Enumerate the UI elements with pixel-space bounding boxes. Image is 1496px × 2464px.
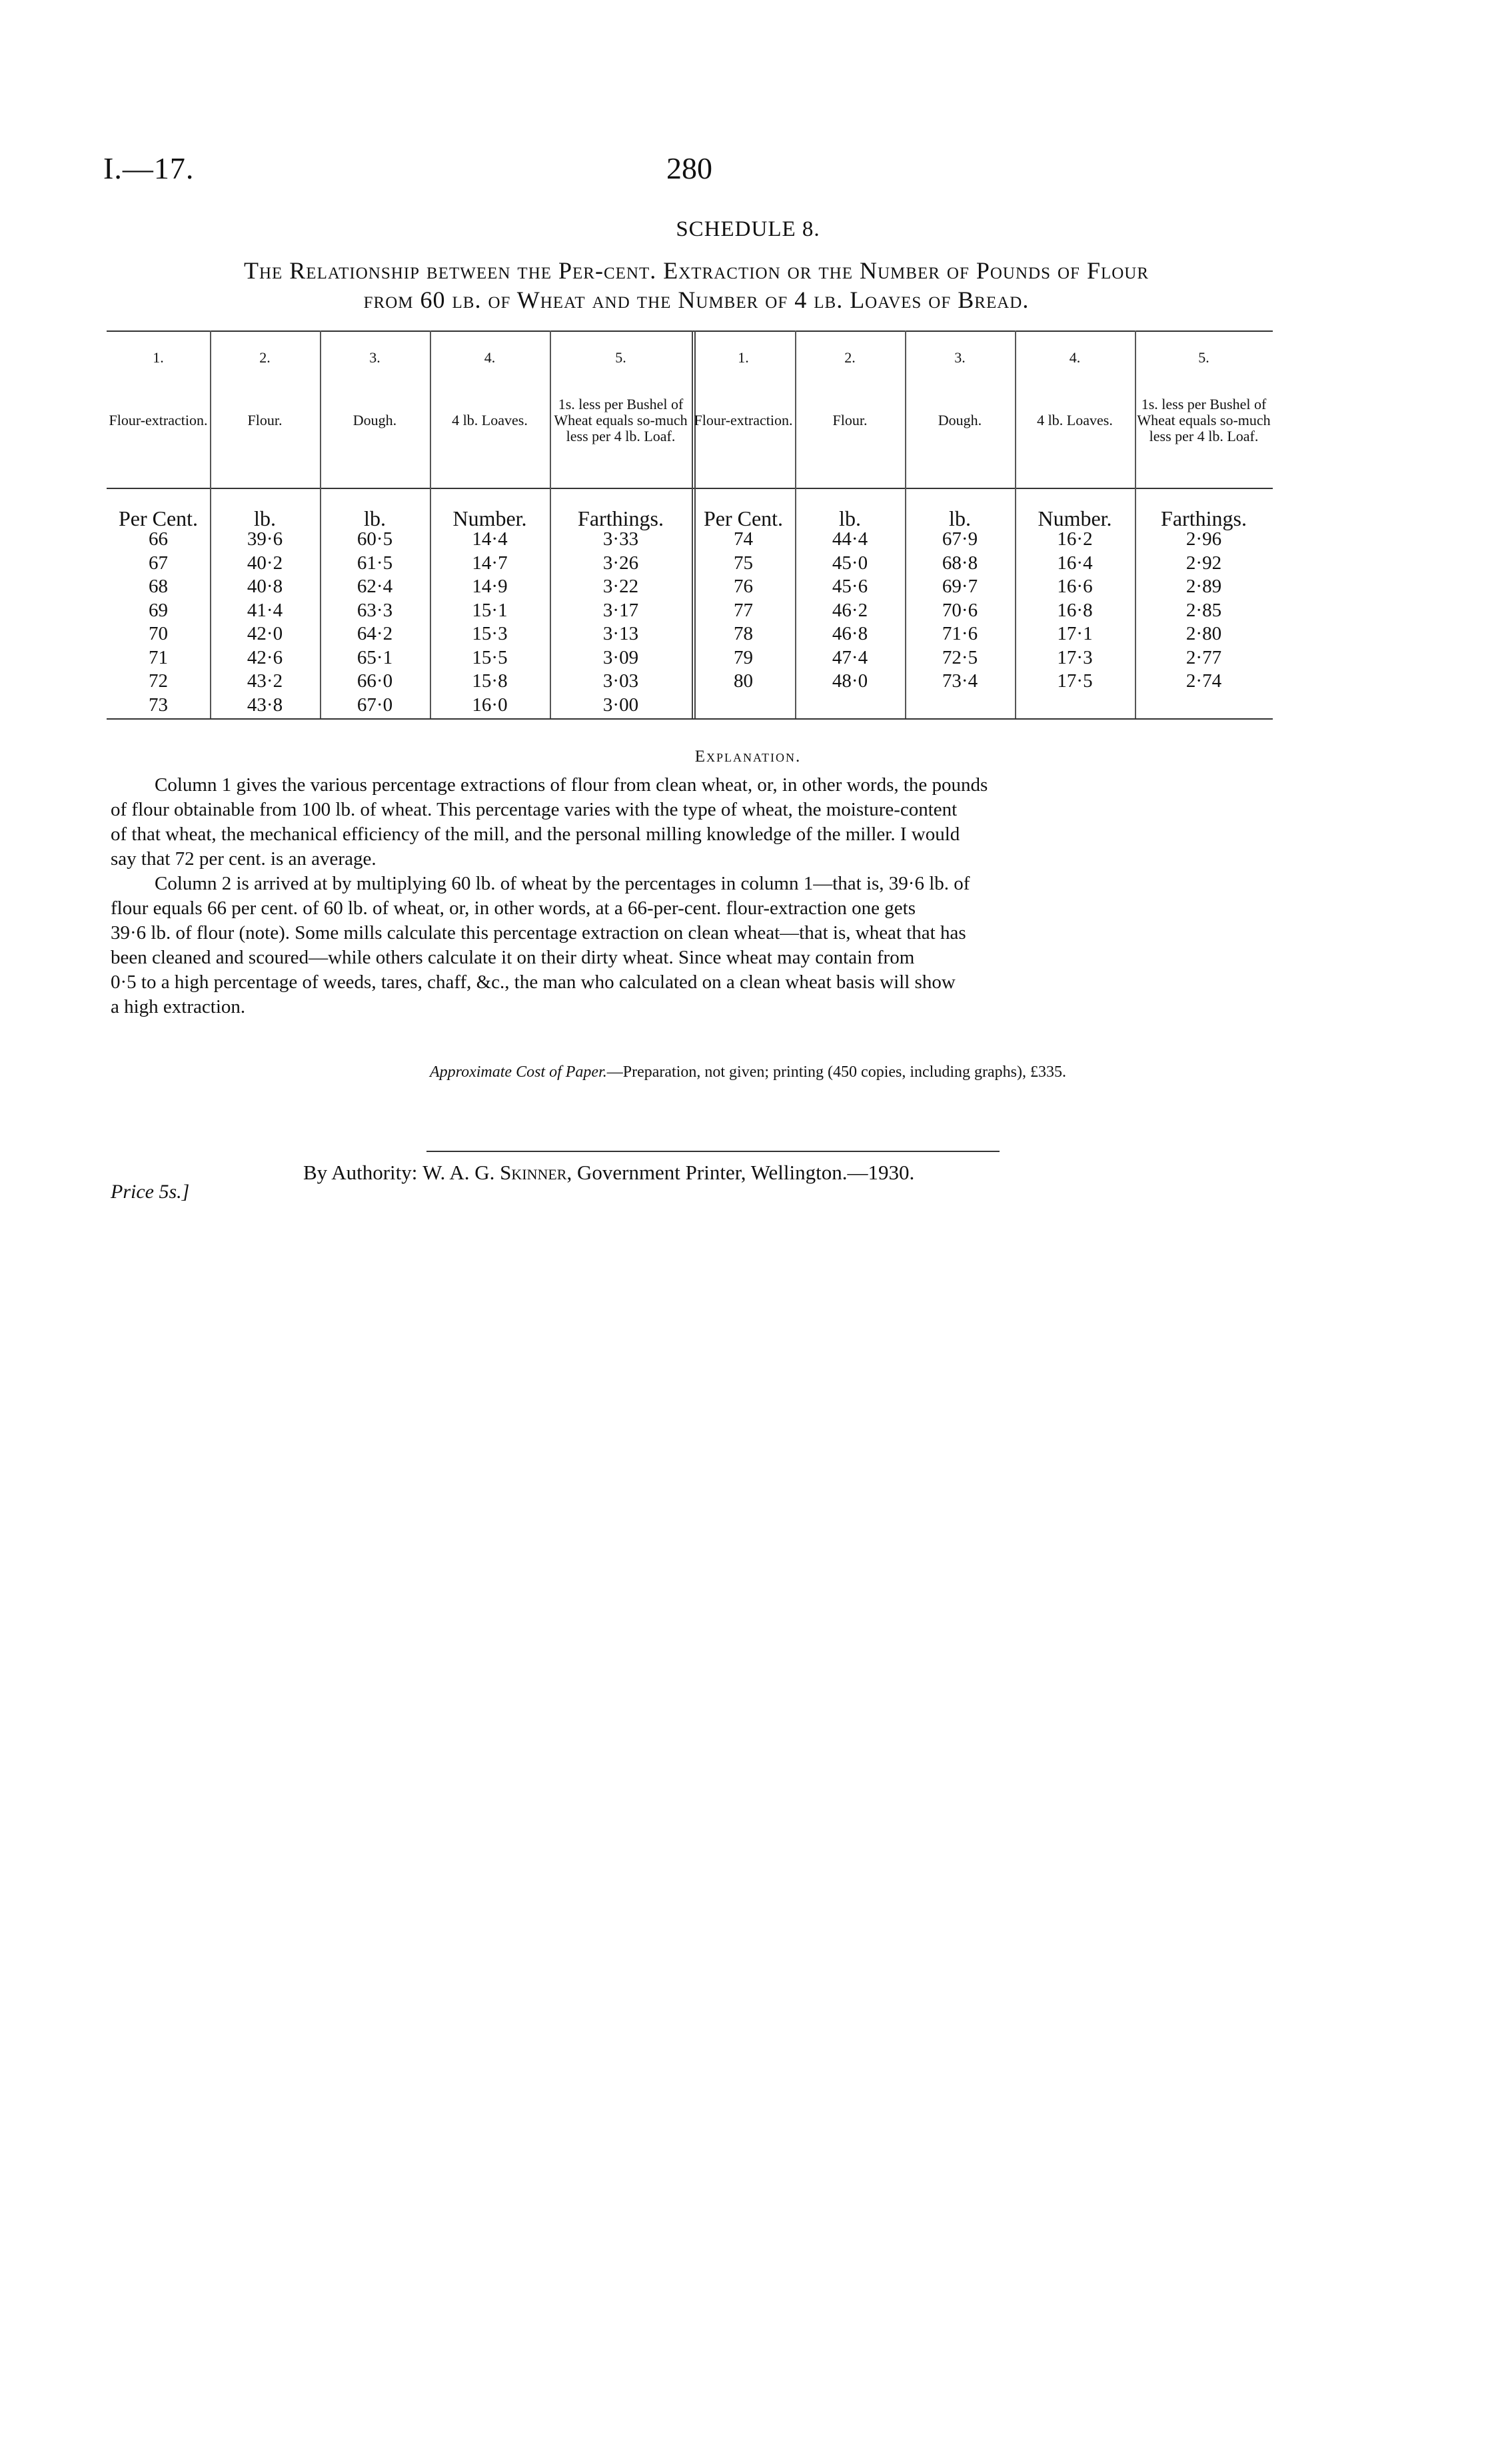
column-number: 1.: [153, 349, 164, 366]
table-cell: 2·89: [1185, 576, 1222, 597]
table-cell: 68: [149, 576, 168, 597]
table-cell: 46·2: [832, 599, 868, 621]
table-cell: 74: [734, 528, 753, 550]
table-cell: 40·2: [247, 552, 283, 574]
column-unit: lb.: [364, 506, 386, 530]
table-cell: 3·03: [602, 670, 639, 692]
table-cell: 80: [734, 670, 753, 692]
table-top-rule: [107, 330, 1273, 332]
column-unit: Per Cent.: [703, 506, 784, 530]
table-cell: 2·96: [1185, 528, 1222, 550]
table-cell: 72: [149, 670, 168, 692]
column-heading: 1s. less per Bushel of Wheat equals so-much less per 4 lb. Loaf.: [554, 396, 688, 444]
page-number: 280: [666, 151, 712, 185]
table-cell: 16·6: [1057, 576, 1093, 597]
column-heading: 4 lb. Loaves.: [1037, 412, 1113, 428]
paragraph-1-line: of flour obtainable from 100 lb. of wheat. This percentage varies with the type of wheat, the moisture-content: [111, 799, 958, 820]
table-cell: 2·74: [1185, 670, 1222, 692]
approximate-cost: [0, 1063, 1496, 1081]
paragraph-2-line: a high extraction.: [111, 996, 246, 1017]
table-cell: 61·5: [357, 552, 393, 574]
table-bottom-rule: [107, 718, 1273, 720]
table-cell: 67·0: [357, 694, 393, 716]
table-cell: 15·1: [472, 599, 508, 621]
table-cell: 45·0: [832, 552, 868, 574]
column-unit: lb.: [949, 506, 971, 530]
explanation-paragraph-2: [111, 872, 1273, 1019]
table-cell: 16·0: [472, 694, 508, 716]
table-cell: 3·22: [602, 576, 639, 597]
table-cell: 66·0: [357, 670, 393, 692]
table-cell: 3·09: [602, 646, 639, 668]
column-number: 2.: [844, 349, 856, 366]
paragraph-1-line: of that wheat, the mechanical efficiency of the mill, and the personal milling knowledge of the miller. I would: [111, 824, 960, 845]
table-cell: 62·4: [357, 576, 393, 597]
authority-prefix: By Authority:: [303, 1161, 418, 1184]
table-cell: 14·9: [472, 576, 508, 597]
table-cell: 17·5: [1057, 670, 1093, 692]
table-cell: 71·6: [942, 623, 978, 644]
table-cell: 69·7: [942, 576, 978, 597]
paragraph-2-line: 39·6 lb. of flour (note). Some mills calculate this percentage extraction on clean wheat—that is, wheat that has: [111, 922, 966, 943]
column-heading: 1s. less per Bushel of Wheat equals so-much less per 4 lb. Loaf.: [1137, 396, 1271, 444]
column-unit: lb.: [254, 506, 276, 530]
authority-suffix: , Government Printer, Wellington.—1930.: [566, 1161, 915, 1184]
column-number: 1.: [738, 349, 749, 366]
column-unit: Number.: [1038, 506, 1112, 530]
table-cell: 41·4: [247, 599, 283, 621]
paragraph-2-line: been cleaned and scoured—while others calculate it on their dirty wheat. Since wheat may contain from: [111, 947, 915, 968]
table-cell: 15·3: [472, 623, 508, 644]
table-cell: 72·5: [942, 646, 978, 668]
table-cell: 43·8: [247, 694, 283, 716]
table-cell: 65·1: [357, 646, 393, 668]
price: Price 5s.]: [111, 1181, 190, 1203]
column-number: 3.: [369, 349, 380, 366]
table-cell: 66: [149, 528, 168, 550]
table-cell: 70·6: [942, 599, 978, 621]
table-cell: 47·4: [832, 646, 868, 668]
table-cell: 17·3: [1057, 646, 1093, 668]
table-cell: 75: [734, 552, 753, 574]
table-cell: 3·13: [602, 623, 639, 644]
table-cell: 79: [734, 646, 753, 668]
table-cell: 76: [734, 576, 753, 597]
table-cell: 3·17: [602, 599, 639, 621]
table-cell: 2·92: [1185, 552, 1222, 574]
column-heading: Flour-extraction.: [109, 412, 208, 428]
table-cell: 42·0: [247, 623, 283, 644]
paragraph-2-line: 0·5 to a high percentage of weeds, tares, chaff, &c., the man who calculated on a clean wheat basis will show: [111, 971, 956, 993]
table-cell: 42·6: [247, 646, 283, 668]
table-cell: 14·4: [472, 528, 508, 550]
table-cell: 3·00: [602, 694, 639, 716]
table-cell: 16·2: [1057, 528, 1093, 550]
printer-authority: [303, 1161, 914, 1185]
table-cell: 68·8: [942, 552, 978, 574]
column-number: 3.: [954, 349, 966, 366]
table-cell: 3·33: [602, 528, 639, 550]
table-cell: 67: [149, 552, 168, 574]
column-unit: Farthings.: [578, 506, 664, 530]
table-cell: 73·4: [942, 670, 978, 692]
table-cell: 78: [734, 623, 753, 644]
table-cell: 43·2: [247, 670, 283, 692]
column-heading: Flour.: [247, 412, 283, 428]
extraction-table: [107, 330, 1273, 720]
table-cell: 15·8: [472, 670, 508, 692]
cost-text: —Preparation, not given; printing (450 copies, including graphs), £335.: [606, 1063, 1066, 1081]
report-reference: I.—17.: [103, 151, 195, 185]
cost-label: Approximate Cost of Paper.: [430, 1063, 607, 1081]
table-cell: 16·4: [1057, 552, 1093, 574]
column-heading: Dough.: [353, 412, 397, 428]
column-unit: Farthings.: [1161, 506, 1247, 530]
table-cell: 63·3: [357, 599, 393, 621]
table-cell: 2·80: [1185, 623, 1222, 644]
explanation-paragraph-1: [111, 773, 1273, 872]
table-cell: 69: [149, 599, 168, 621]
table-cell: 39·6: [247, 528, 283, 550]
column-number: 5.: [1198, 349, 1209, 366]
column-heading: 4 lb. Loaves.: [452, 412, 528, 428]
table-cell: 48·0: [832, 670, 868, 692]
table-cell: 70: [149, 623, 168, 644]
table-cell: 2·77: [1185, 646, 1222, 668]
column-unit: lb.: [839, 506, 861, 530]
table-cell: 2·85: [1185, 599, 1222, 621]
table-cell: 46·8: [832, 623, 868, 644]
column-number: 4.: [484, 349, 496, 366]
table-cell: 45·6: [832, 576, 868, 597]
column-unit: Per Cent.: [118, 506, 199, 530]
paragraph-1-line: say that 72 per cent. is an average.: [111, 848, 376, 870]
column-heading: Flour.: [832, 412, 868, 428]
paragraph-2-line: Column 2 is arrived at by multiplying 60 lb. of wheat by the percentages in column 1—that is, 39·6 lb. of: [155, 873, 970, 894]
schedule-title: SCHEDULE 8.: [676, 217, 820, 241]
table-cell: 16·8: [1057, 599, 1093, 621]
paragraph-2-line: flour equals 66 per cent. of 60 lb. of wheat, or, in other words, at a 66-per-cent. flour-extraction one gets: [111, 898, 916, 919]
explanation-heading: Explanation.: [694, 748, 802, 766]
table-cell: 73: [149, 694, 168, 716]
table-header-rule: [107, 488, 1273, 489]
column-number: 2.: [259, 349, 271, 366]
table-cell: 15·5: [472, 646, 508, 668]
paragraph-1-line: Column 1 gives the various percentage extractions of flour from clean wheat, or, in other words, the pounds: [155, 774, 988, 796]
column-heading: Dough.: [938, 412, 982, 428]
table-cell: 67·9: [942, 528, 978, 550]
column-number: 5.: [615, 349, 626, 366]
table-cell: 64·2: [357, 623, 393, 644]
table-title-line-2: from 60 lb. of Wheat and the Number of 4 lb. Loaves of Bread.: [363, 287, 1030, 313]
footer-divider: [426, 1151, 1000, 1152]
table-cell: 71: [149, 646, 168, 668]
table-cell: 40·8: [247, 576, 283, 597]
table-title: [107, 256, 1286, 314]
table-title-line-1: The Relationship between the Per-cent. Extraction or the Number of Pounds of Flour: [243, 257, 1149, 284]
table-cell: 44·4: [832, 528, 868, 550]
table-cell: 60·5: [357, 528, 393, 550]
table-cell: 77: [734, 599, 753, 621]
column-number: 4.: [1069, 349, 1081, 366]
column-heading: Flour-extraction.: [694, 412, 793, 428]
table-cell: 3·26: [602, 552, 639, 574]
printer-name: W. A. G. Skinner: [422, 1161, 567, 1184]
column-unit: Number.: [452, 506, 527, 530]
table-cell: 17·1: [1057, 623, 1093, 644]
table-cell: 14·7: [472, 552, 508, 574]
